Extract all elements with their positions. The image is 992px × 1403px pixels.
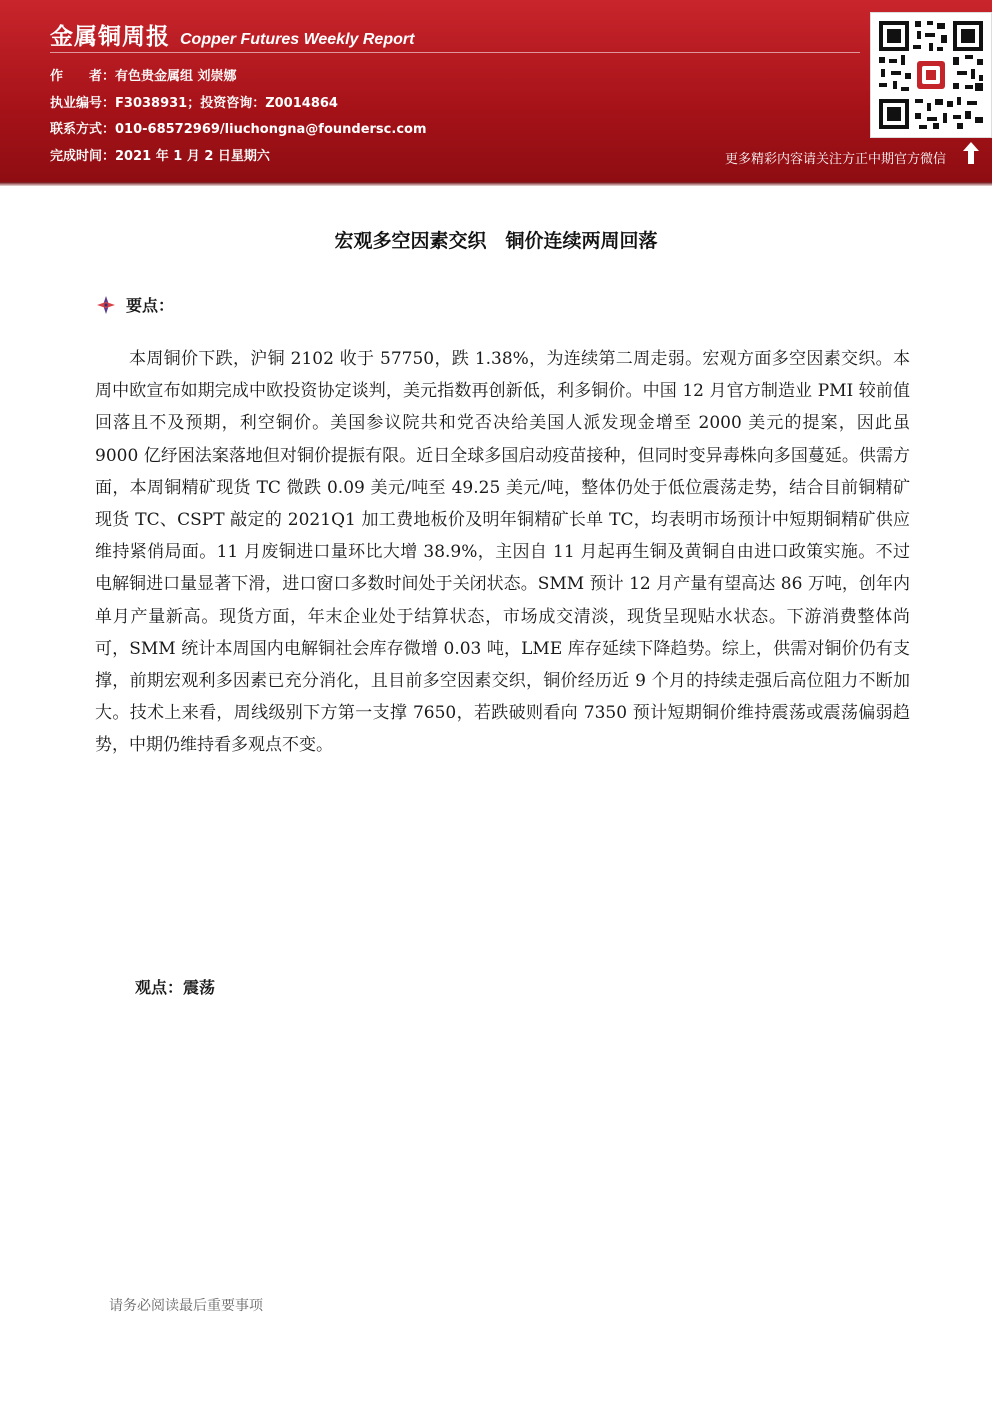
author-row xyxy=(50,64,427,91)
date-value: 2021 年 1 月 2 日星期六 xyxy=(115,148,270,164)
report-meta xyxy=(50,64,427,170)
report-title-cn: 金属铜周报 xyxy=(50,24,170,50)
report-brand xyxy=(50,18,414,51)
report-title-en: Copper Futures Weekly Report xyxy=(180,31,415,48)
summary-paragraph: 本周铜价下跌，沪铜 2102 收于 57750，跌 1.38%，为连续第二周走弱。宏观方面多空因素交织。本周中欧宣布如期完成中欧投资协定谈判，美元指数再创新低，利多铜价。中国 12 月官方制造业 PMI 较前值回落且不及预期，利空铜价。美国参议院共和党否决给美国人派发现金增至 2000 美元的提案，因此虽 9000 亿纾困法案落地但对铜价提振有限。近日全球多国启动疫苗接种，但同时变异毒株向多国蔓延。供需方面，本周铜精矿现货 TC 微跌 0.09 美元/吨至 49.25 美元/吨，整体仍处于低位震荡走势，结合目前铜精矿现货 TC、CSPT 敲定的 2021Q1 加工费地板价及明年铜精矿长单 TC，均表明市场预计中短期铜精矿供应维持紧俏局面。11 月废铜进口量环比大增 38.9%，主因自 11 月起再生铜及黄铜自由进口政策实施。不过电解铜进口量显著下滑，进口窗口多数时间处于关闭状态。SMM 预计 12 月产量有望高达 86 万吨，创年内单月产量新高。现货方面，年末企业处于结算状态，市场成交清淡，现货呈现贴水状态。下游消费整体尚可，SMM 统计本周国内电解铜社会库存微增 0.03 吨，LME 库存延续下降趋势。综上，供需对铜价仍有支撑，前期宏观利多因素已充分消化，且目前多空因素交织，铜价经历近 9 个月的持续走强后高位阻力不断加大。技术上来看，周线级别下方第一支撑 7650，若跌破则看向 7350 预计短期铜价维持震荡或震荡偏弱趋势，中期仍维持看多观点不变。 xyxy=(95,349,910,756)
keypoints-label: 要点： xyxy=(126,296,175,315)
date-label: 完成时间： xyxy=(50,148,116,164)
contact-row xyxy=(50,117,427,144)
contact-value[interactable]: 010-68572969/liuchongna@foundersc.com xyxy=(115,122,427,137)
header-divider xyxy=(50,52,860,53)
keypoints-heading xyxy=(96,293,174,316)
wechat-qr-code xyxy=(870,12,992,138)
author-value: 有色贵金属组 刘崇娜 xyxy=(115,69,237,84)
header-shadow-rule xyxy=(0,182,992,186)
view-conclusion: 观点：震荡 xyxy=(135,978,216,997)
document-title: 宏观多空因素交织 铜价连续两周回落 xyxy=(334,230,658,252)
footer-disclaimer-note: 请务必阅读最后重要事项 xyxy=(109,1298,263,1314)
author-label: 作 者： xyxy=(50,69,116,84)
qr-code-icon xyxy=(871,13,991,137)
contact-label: 联系方式： xyxy=(50,122,116,137)
diamond-bullet-icon xyxy=(96,295,116,315)
license-value: F3038931；投资咨询：Z0014864 xyxy=(115,95,338,111)
report-header xyxy=(0,0,992,182)
license-label: 执业编号： xyxy=(50,95,116,111)
arrow-up-icon xyxy=(963,142,979,164)
date-row xyxy=(50,144,427,171)
license-row xyxy=(50,91,427,118)
follow-wechat-text: 更多精彩内容请关注方正中期官方微信 xyxy=(724,152,946,167)
